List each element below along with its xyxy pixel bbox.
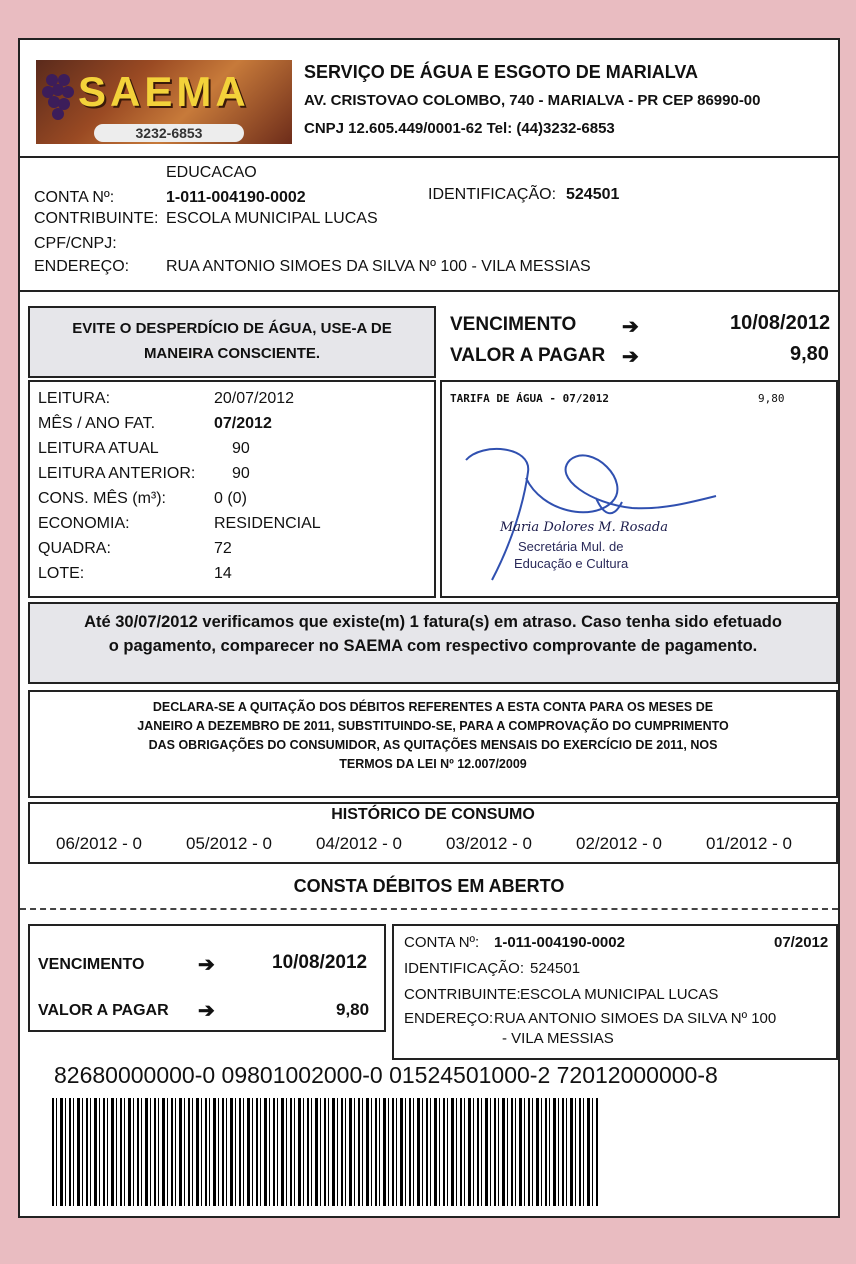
contribuinte-label: CONTRIBUINTE: (34, 210, 159, 227)
reading-value: 90 (232, 440, 250, 457)
reading-label: LEITURA ANTERIOR: (38, 465, 196, 482)
saema-logo (36, 60, 292, 144)
notice-line-2: MANEIRA CONSCIENTE. (143, 345, 321, 362)
arrow-right-icon: ➔ (198, 954, 215, 976)
declaration-line-1: DECLARA-SE A QUITAÇÃO DOS DÉBITOS REFERENTES A ESTA CONTA PARA OS MESES DE (152, 700, 714, 714)
stub-conta-label: CONTA Nº: (404, 934, 480, 951)
history-item: 06/2012 - 0 (56, 834, 143, 853)
valor-value: 9,80 (790, 343, 829, 365)
stub-payment-box (28, 924, 386, 1032)
ident-label: IDENTIFICAÇÃO: (428, 186, 557, 203)
reading-label: MÊS / ANO FAT. (38, 415, 156, 432)
divider (20, 156, 838, 158)
signature-title-2: Educação e Cultura (514, 556, 629, 571)
stub-account-box (392, 924, 838, 1060)
stub-endereco-value-2: - VILA MESSIAS (502, 1030, 614, 1047)
endereco-value: RUA ANTONIO SIMOES DA SILVA Nº 100 - VILA MESSIAS (166, 258, 591, 275)
declaration-box (28, 690, 838, 798)
org-name: SERVIÇO DE ÁGUA E ESGOTO DE MARIALVA (304, 62, 699, 82)
stub-conta-value: 1-011-004190-0002 (494, 934, 625, 951)
account-category: EDUCACAO (166, 164, 257, 181)
history-item: 03/2012 - 0 (446, 834, 533, 853)
divider (20, 290, 838, 292)
cut-line (20, 908, 838, 910)
ident-value: 524501 (566, 186, 620, 203)
arrow-right-icon: ➔ (622, 316, 639, 338)
stub-contribuinte-value: ESCOLA MUNICIPAL LUCAS (520, 986, 719, 1003)
stub-period: 07/2012 (774, 934, 829, 951)
declaration-line-4: TERMOS DA LEI Nº 12.007/2009 (339, 757, 527, 771)
reading-label: LEITURA ATUAL (38, 440, 159, 457)
stub-valor-value: 9,80 (336, 1000, 370, 1019)
overdue-line-2: o pagamento, comparecer no SAEMA com respectivo comprovante de pagamento. (108, 637, 758, 655)
reading-label: CONS. MÊS (m³): (38, 490, 166, 507)
overdue-notice (28, 602, 838, 684)
signature-name: Maria Dolores M. Rosada (500, 520, 668, 535)
declaration-line-3: DAS OBRIGAÇÕES DO CONSUMIDOR, AS QUITAÇÕES MENSAIS DO EXERCÍCIO DE 2011, NOS (148, 738, 718, 752)
tariff-box (440, 380, 838, 598)
debts-title: CONSTA DÉBITOS EM ABERTO (293, 876, 565, 896)
reading-box (28, 380, 436, 598)
reading-value: RESIDENCIAL (214, 515, 321, 532)
reading-value: 0 (0) (214, 490, 247, 507)
conservation-notice (28, 306, 436, 378)
vencimento-value: 10/08/2012 (730, 312, 831, 334)
arrow-right-icon: ➔ (198, 1000, 215, 1022)
reading-label: LOTE: (38, 565, 85, 582)
reading-value: 72 (214, 540, 232, 557)
stub-endereco-value-1: RUA ANTONIO SIMOES DA SILVA Nº 100 (494, 1010, 777, 1027)
water-bill-sheet (18, 38, 840, 1218)
signature-title-1: Secretária Mul. de (518, 539, 624, 554)
endereco-label: ENDEREÇO: (34, 258, 130, 275)
reading-value: 20/07/2012 (214, 390, 295, 407)
barcode-digits: 82680000000-0 09801002000-0 01524501000-2 72012000000-8 (54, 1062, 718, 1088)
tariff-value: 9,80 (758, 392, 785, 405)
overdue-line-1: Até 30/07/2012 verificamos que existe(m) 1 fatura(s) em atraso. Caso tenha sido efetuado (84, 613, 782, 631)
reading-value: 07/2012 (214, 415, 272, 432)
reading-label: QUADRA: (38, 540, 111, 557)
barcode (52, 1098, 598, 1206)
reading-value: 14 (214, 565, 232, 582)
conta-value: 1-011-004190-0002 (166, 189, 306, 206)
stub-vencimento-value: 10/08/2012 (272, 952, 368, 973)
history-item: 02/2012 - 0 (576, 834, 663, 853)
stub-contribuinte-label: CONTRIBUINTE: (404, 986, 521, 1003)
cpf-label: CPF/CNPJ: (34, 235, 117, 252)
valor-label: VALOR A PAGAR (450, 345, 606, 366)
reading-label: ECONOMIA: (38, 515, 130, 532)
grapes-icon (42, 70, 76, 130)
logo-wordmark: SAEMA (78, 68, 250, 115)
conta-label: CONTA Nº: (34, 189, 115, 206)
reading-row (38, 390, 110, 408)
stub-valor-label: VALOR A PAGAR (38, 1002, 169, 1019)
consumption-history (28, 802, 838, 864)
reading-value: 90 (232, 465, 250, 482)
tariff-label: TARIFA DE ÁGUA - 07/2012 (450, 392, 609, 405)
signature-scribble (442, 382, 838, 598)
history-item: 05/2012 - 0 (186, 834, 273, 853)
arrow-right-icon: ➔ (622, 346, 639, 368)
notice-line-1: EVITE O DESPERDÍCIO DE ÁGUA, USE-A DE (72, 320, 392, 337)
history-title: HISTÓRICO DE CONSUMO (331, 806, 535, 823)
history-item: 04/2012 - 0 (316, 834, 403, 853)
history-item: 01/2012 - 0 (706, 834, 793, 853)
org-address: AV. CRISTOVAO COLOMBO, 740 - MARIALVA - PR CEP 86990-00 (304, 92, 761, 109)
logo-phone: 3232-6853 (94, 124, 244, 142)
stub-ident-value: 524501 (530, 960, 581, 977)
stub-ident-label: IDENTIFICAÇÃO: (404, 960, 525, 977)
declaration-line-2: JANEIRO A DEZEMBRO DE 2011, SUBSTITUINDO-SE, PARA A COMPROVAÇÃO DO CUMPRIMENTO (137, 719, 729, 733)
reading-label: LEITURA: (38, 390, 111, 407)
org-cnpj-tel: CNPJ 12.605.449/0001-62 Tel: (44)3232-6853 (304, 120, 615, 137)
contribuinte-value: ESCOLA MUNICIPAL LUCAS (166, 210, 378, 227)
stub-vencimento-label: VENCIMENTO (38, 956, 145, 973)
vencimento-label: VENCIMENTO (450, 314, 577, 335)
stub-endereco-label: ENDEREÇO: (404, 1010, 494, 1027)
